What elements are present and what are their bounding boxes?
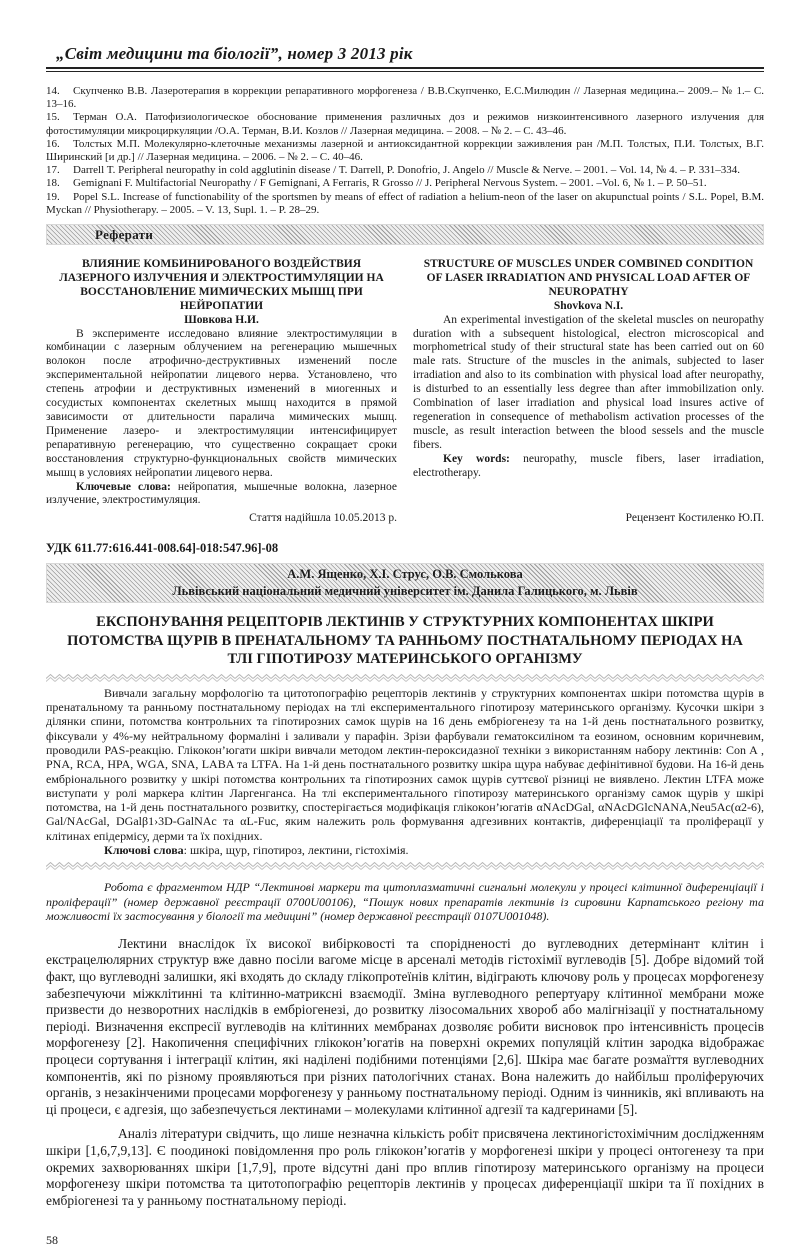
reference-item xyxy=(46,177,764,190)
reference-item xyxy=(46,164,764,177)
udc-code: УДК 611.77:616.441-008.64]-018:547.96]-08 xyxy=(46,541,279,556)
journal-header: „Світ медицини та біології”, номер 3 2013 рік xyxy=(56,44,413,63)
abstract-ru-keywords xyxy=(46,481,397,509)
article-authors: А.М. Ященко, Х.І. Струс, О.В. Смолькова xyxy=(287,567,523,582)
zigzag-divider xyxy=(46,861,764,870)
keywords-label: Ключевые слова: xyxy=(76,480,171,493)
reference-number: 17. xyxy=(46,164,60,177)
reference-text: Darrell T. Peripheral neuropathy in cold agglutinin disease / T. Darrell, P. Donofrio, J. Angelo // Muscle & Nerve. – 2001. – Vol. 14, № 4. – P. 331–334. xyxy=(73,164,741,177)
reference-item xyxy=(46,138,764,164)
reference-text: Popel S.L. Increase of functionability of the sportsmen by means of effect of radiation a helium-neon of the laser on akupunctual points / S.L. Popel, B.M. Myckan // Physiotherapy. – 2005. – V. 13, Supl. 1. – P. 28–29. xyxy=(46,190,764,216)
abstract-ru-author: Шовкова Н.И. xyxy=(184,313,259,326)
header-rule xyxy=(46,67,764,72)
abstract-ru-column xyxy=(46,258,397,526)
article-keywords xyxy=(46,843,764,857)
reference-item xyxy=(46,85,764,111)
keywords-text: нейропатия, мышечные волокна, лазерное излучение, электростимуляция. xyxy=(46,480,398,507)
article-authors-bar xyxy=(46,563,764,603)
article-title: ЕКСПОНУВАННЯ РЕЦЕПТОРІВ ЛЕКТИНІВ У СТРУКТУРНИХ КОМПОНЕНТАХ ШКІРИ ПОТОМСТВА ЩУРІВ В ПРЕНАТАЛЬНОМУ ТА РАННЬОМУ ПОСТНАТАЛЬНОМУ ПЕРІОДАХ НА ТЛІ ГІПОТИРОЗУ МАТЕРИНСЬКОГО ОРГАНІЗМУ xyxy=(67,614,743,668)
research-project-note: Робота є фрагментом НДР “Лектинові маркери та цитоплазматичні сигнальні молекули у процесі клітинної диференціації і проліферації” (номер державної реєстрації 0700U00106), “Пошук нових препаратів лектинів із сировини Карпатського регіону та можливості їх застосування у біології та медицині” (номер державної реєстрації 0107U001048). xyxy=(46,880,764,924)
keywords-label: Ключові слова xyxy=(104,843,184,858)
keywords-text: : шкіра, щур, гіпотироз, лектини, гістохімія. xyxy=(183,843,409,858)
reference-text: Терман О.А. Патофизиологическое обоснование применения различных доз и режимов низкоинтенсивного лазерного излучения для фотостимуляции микроциркуляции /О.А. Терман, В.И. Козлов // Лазерная медицина. – 2008. – № 2. – С. 43–46. xyxy=(46,111,764,137)
reference-number: 16. xyxy=(46,137,60,150)
keywords-label: Key words: xyxy=(443,452,510,465)
reference-number: 15. xyxy=(46,111,60,124)
abstract-en-body: An experimental investigation of the skeletal muscles on neuropathy duration with a subsequent histological, electron microscopical and morphometrical study of their structural state has been carried out on 60 male rats. Structure of the muscles in the animals, subjected to laser irradiation and also to its combination with physical load after neuropathy, is disturbed to an essentially less degree than after immobilization only. Combination of laser irradiation and physical load insures active of regeneration in consequence of methabolism activation processes of the muscle, as result interaction between the blood sessels and the muscle fibers. xyxy=(413,313,764,451)
reference-item xyxy=(46,191,764,217)
abstract-en-column xyxy=(413,258,764,526)
reference-item xyxy=(46,111,764,137)
abstracts-two-columns xyxy=(46,258,764,526)
article-affiliation: Львівський національний медичний університет ім. Данила Галицького, м. Львів xyxy=(172,583,638,598)
abstract-en-keywords xyxy=(413,453,764,481)
abstract-en-title: STRUCTURE OF MUSCLES UNDER COMBINED CONDITION OF LASER IRRADIATION AND PHYSICAL LOAD AFTER OF NEUROPATHY xyxy=(423,258,754,298)
zigzag-divider xyxy=(46,673,764,682)
referaty-section-bar xyxy=(46,224,764,245)
reference-number: 18. xyxy=(46,177,60,190)
abstract-en-author: Shovkova N.I. xyxy=(553,299,624,312)
reference-number: 19. xyxy=(46,190,60,203)
abstract-en-reviewer: Рецензент Костиленко Ю.П. xyxy=(625,512,764,525)
reference-text: Толстых М.П. Молекулярно-клеточные механизмы лазерной и антиоксидантной коррекции заживления ран /М.П. Толстых, П.И. Толстых, В.Г. Ширинский [и др.] // Лазерная медицина. – 2006. – № 2. – С. 40–46. xyxy=(46,137,764,164)
keywords-text: neuropathy, muscle fibers, laser irradiation, electrotherapy. xyxy=(413,452,764,479)
page-number: 58 xyxy=(46,1233,58,1248)
reference-text: Скупченко В.В. Лазеротерапия в коррекции репаративного морфогенеза / В.В.Скупченко, Е.С.Милюдин // Лазерная медицина.– 2009.– № 1.– С. 13–16. xyxy=(46,85,764,111)
body-paragraph: Аналіз літератури свідчить, що лише незначна кількість робіт присвячена лектиногістохімічним дослідженням шкіри [1,6,7,9,13]. Є поодинокі повідомлення про роль глікокон’югатів у морфогенезі шкіри у процесі онтогенезу та при окремих захворюваннях шкіри [1,7,9], проте відсутні дані про вплив гіпотирозу материнського організму на процеси морфогенезу шкіри потомства та цитотопографію рецепторів лектинів у процесах диференціації шкіри та її похідних в ембріогенезі та у ранньому постнатальному періоді. xyxy=(46,1126,764,1208)
body-paragraph: Лектини внаслідок їх високої вибірковості та спорідненості до вуглеводних детермінант клітин і екстрацелюлярних структур вже давно посіли вагоме місце в арсеналі методів гістохімії вуглеводів [5]. Добре відомий той факт, що вуглеводні залишки, які входять до складу глікопротеїнів клітин, відіграють ключову роль у процесах морфогенезу забезпечуючи міжклітинні та клітинно-матриксні взаємодії. Зміна вуглеводного репертуару клітинної мембрани може призвести до незворотних наслідків в ембріогенезі, до розвитку лізосомальних хвороб або малігнізації у постнатальному періоді. Визначення експресії вуглеводів на клітинних мембранах дозволяє робити висновок про інтенсивність процесів морфогенезу [2]. Накопичення специфічних глікокон’югатів на поверхні окремих популяцій клітин зародка відображає процеси сортування і інтеграції клітин, які наділені подібними потенціями [2,6]. Шкіра має багате розмаїття вуглеводних компонентів, які по різному проявляються при різних патологічних станах. Вона належить до найбільш проліферуючих органів, з незакінченими процесами морфогенезу у ранньому постнатальному періоді. Одним із чинників, які впливають на ці процеси, є адгезія, що забезпечується лектинами – молекулами клітинної адгезії та кадгеринами [5]. xyxy=(46,935,764,1117)
referaty-label: Реферати xyxy=(95,226,154,242)
abstract-ru-received-date: Стаття надійшла 10.05.2013 р. xyxy=(249,512,397,525)
abstract-ru-title: ВЛИЯНИЕ КОМБИНИРОВАНОГО ВОЗДЕЙСТВИЯ ЛАЗЕРНОГО ИЗЛУЧЕНИЯ И ЭЛЕКТРОСТИМУЛЯЦИИ НА ВОССТАНОВЛЕНИЕ МИМИЧЕСКИХ МЫШЦ ПРИ НЕЙРОПАТИИ xyxy=(59,258,384,312)
article-abstract: Вивчали загальну морфологію та цитотопографію рецепторів лектинів у структурних компонентах шкіри потомства щурів в пренатальному та ранньому постнатальному періодах на тлі експериментального гіпотирозу материнського організму. Кусочки шкіри з ділянки спини, потомства контрольних та гіпотирозних самок щурів на 16 день ембріогенезу та на 1-й день постнатального розвитку, фіксували у 4%-му нейтральному формаліні і заливали у парафін. Зрізи фарбували гематоксиліном та еозином, основним коричневим, проводили PAS-реакцію. Глікокон’югати шкіри вивчали методом лектин-пероксидазної техніки з використанням набору лектинів: Con A , PNA, RCA, HPA, WGA, SNA, LABA та LTFA. На 1-й день постнатального розвитку шкіра щура набуває дефінітивної будови. На 16-й день ембріонального розвитку у шкірі потомства контрольних та гіпотирозних самок щурів суттєвої різниці не виявлено. Лектин LTFA може виступати у ролі маркера клітин Ларгенганса. На тлі експериментального гіпотирозу материнського організму самок щурів у шкірі потомства, на 1-й день постнатального розвитку, спостерігається модифікація глікокон’югатів αNAcDGal, αNAcDGlcNANA,Neu5Ac(α2-6), Gal/NAcGal, DGalβ1›3D-GalNAc та αL-Fuc, яким належить роль формування адгезивних контактів, диференціації та проліферації у клітинах епідермісу, дерми та їх похідних. xyxy=(46,685,764,843)
reference-number: 14. xyxy=(46,85,60,97)
reference-text: Gemignani F. Multifactorial Neuropathy / F Gemignani, A Ferraris, R Grosso // J. Peripheral Nervous System. – 2001. –Vol. 6, № 1. – P. 50–51. xyxy=(73,177,707,190)
references-list xyxy=(46,85,764,217)
abstract-ru-body: В эксперименте исследовано влияние электростимуляции в комбинации с лазерным облучением на регенерацию мышечных волокон после атрофично-деструктивных изменений после экспериментальной нейропатии лицевого нерва. Установлено, что степень атрофии и деструктивных изменений в миогенных и сосудистых компонентах скелетных мышц находится в прямой зависимости от длительности паралича мимических мышц. Применение лазеро- и электростимуляции интенсифицирует репаративную регенерацию, что существенно сокращает сроки восстановления структурно-функциональных свойств мимических мышц в условиях нейропатии лицевого нерва. xyxy=(46,327,397,479)
